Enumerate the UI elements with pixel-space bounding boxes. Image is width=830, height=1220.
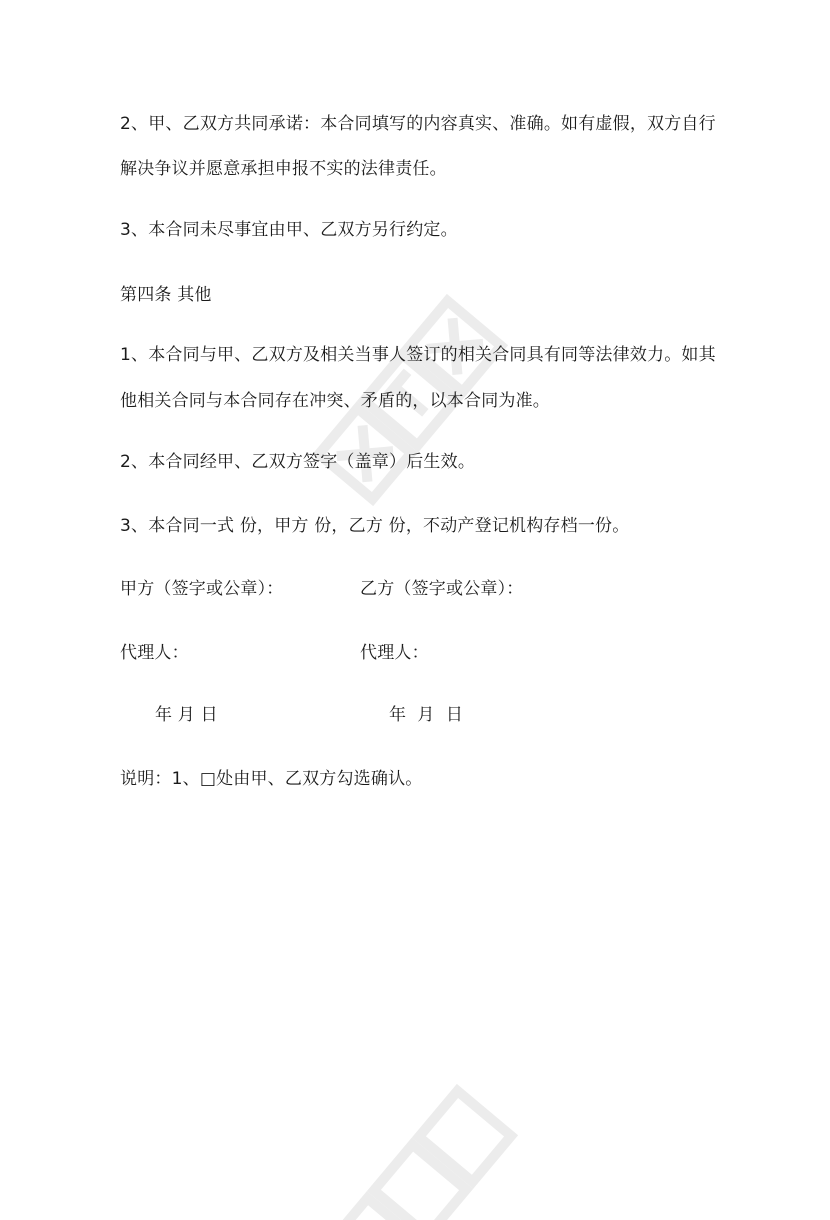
- party-a-signature-label: 甲方（签字或公章）：: [120, 579, 284, 599]
- paragraph-2-line-2: 解决争议并愿意承担申报不实的法律责任。: [120, 159, 447, 179]
- article-4-item-1-line-2: 他相关合同与本合同存在冲突、矛盾的，以本合同为准。: [120, 391, 550, 411]
- watermark-logo-bottom: [290, 1060, 550, 1220]
- party-a-date-label: 年 月 日: [155, 705, 218, 725]
- paragraph-3: 3、本合同未尽事宜由甲、乙双方另行约定。: [120, 220, 458, 240]
- paragraph-2-line-1: 2、甲、乙双方共同承诺：本合同填写的内容真实、准确。如有虚假，双方自行: [120, 114, 716, 134]
- article-4-item-1-line-1: 1、本合同与甲、乙双方及相关当事人签订的相关合同具有同等法律效力。如其: [120, 345, 716, 365]
- party-a-agent-label: 代理人：: [120, 643, 189, 663]
- party-b-date-label: 年 月 日: [389, 705, 464, 725]
- party-b-agent-label: 代理人：: [360, 643, 429, 663]
- note-text: 说明：1、□处由甲、乙双方勾选确认。: [120, 769, 423, 789]
- article-4-item-2: 2、本合同经甲、乙双方签字（盖章）后生效。: [120, 452, 476, 472]
- section-title-article-4: 第四条 其他: [120, 285, 212, 305]
- article-4-item-3: 3、本合同一式 份，甲方 份，乙方 份，不动产登记机构存档一份。: [120, 516, 630, 536]
- party-b-signature-label: 乙方（签字或公章）：: [360, 579, 524, 599]
